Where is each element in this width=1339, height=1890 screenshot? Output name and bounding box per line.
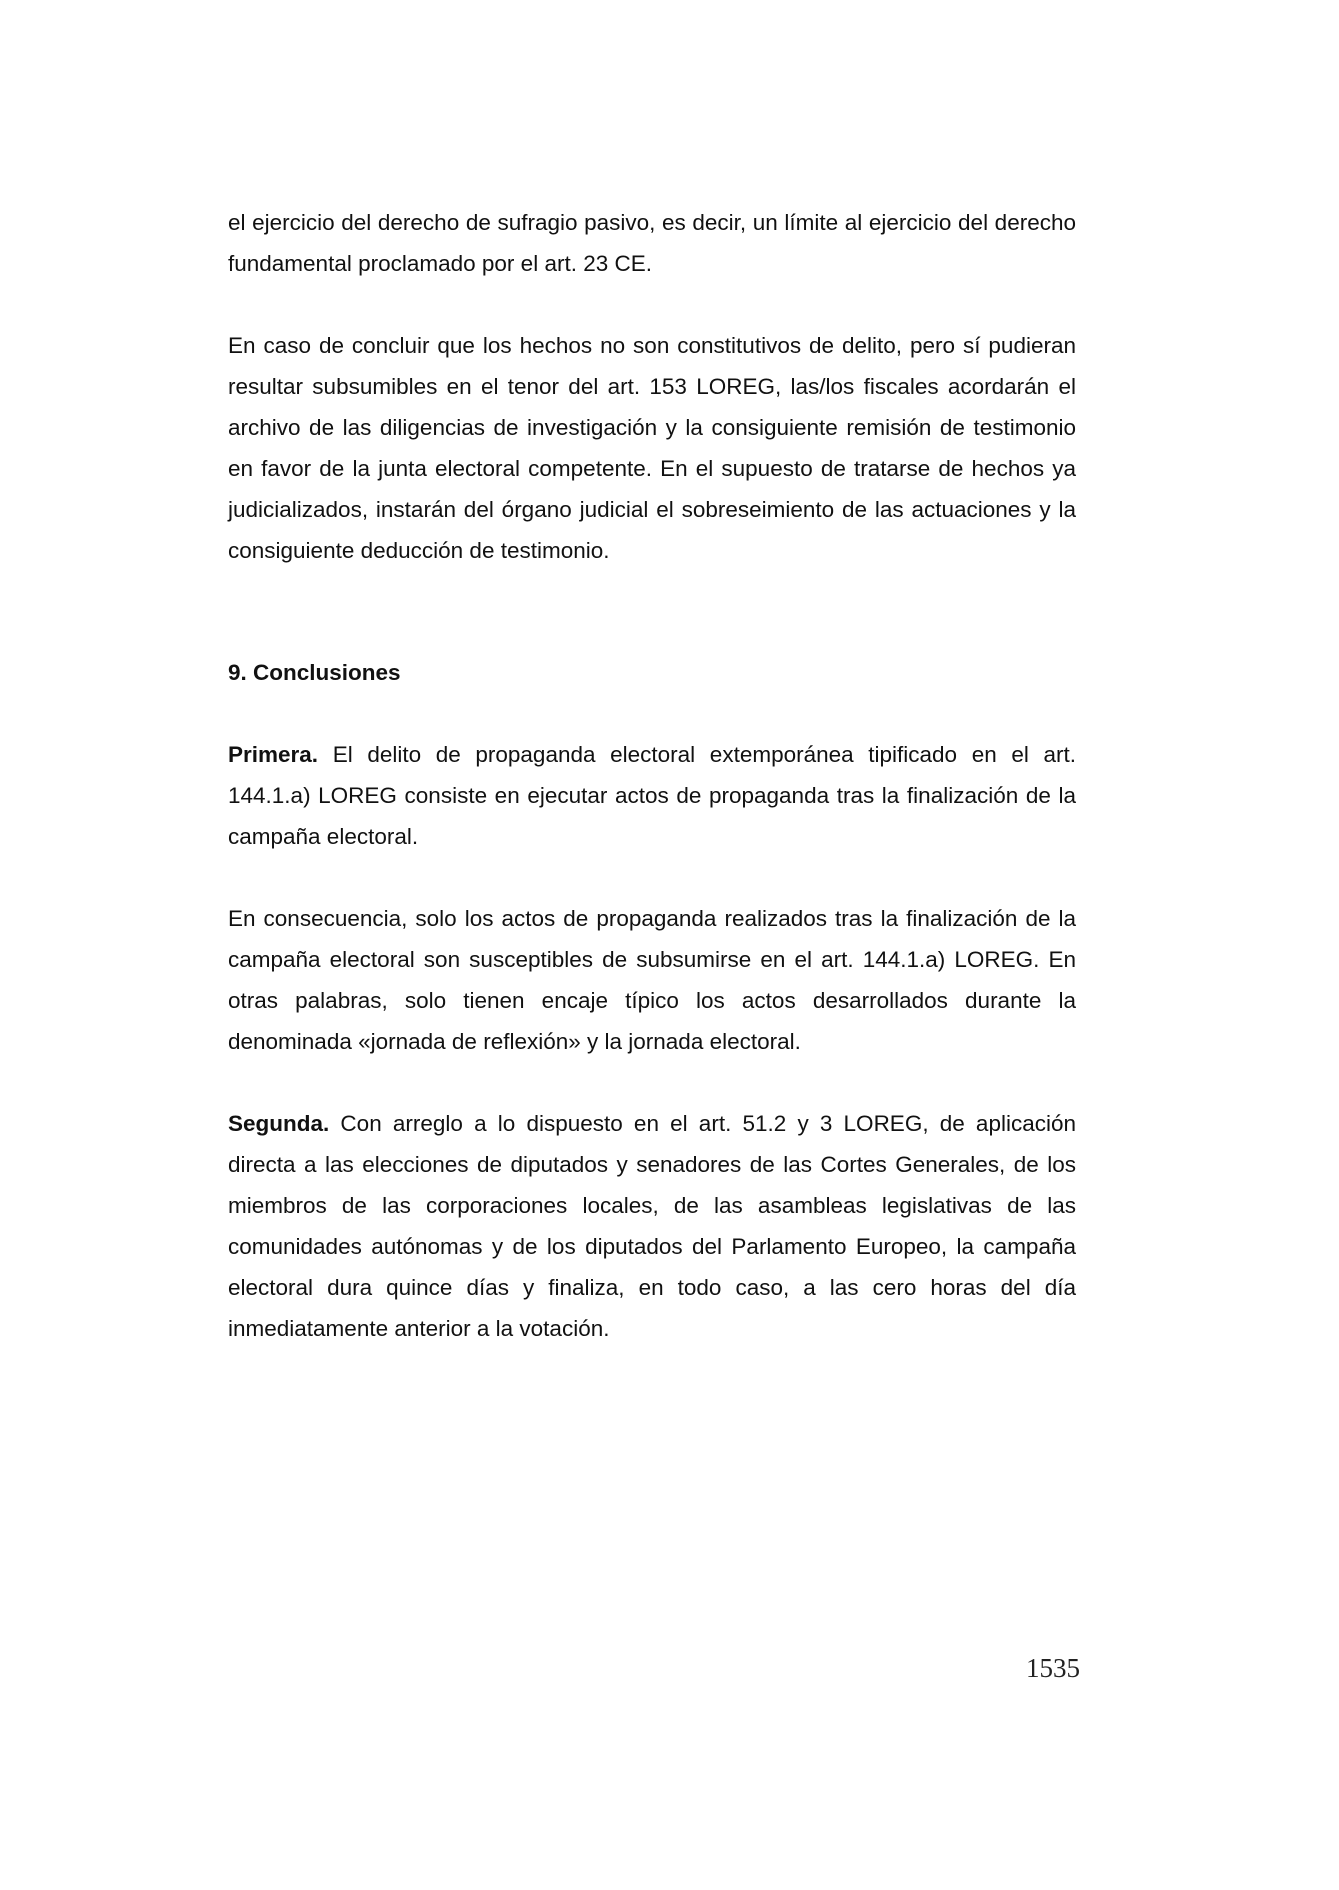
conclusion-text-segunda: Con arreglo a lo dispuesto en el art. 51.2 y 3 LOREG, de aplicación directa a las elecciones de diputados y senadores de las Cortes Generales, de los miembros de las corporaciones locales, de las asambleas legislativas de las comunidades autónomas y de los diputados del Parlamento Europeo, la campaña electoral dura quince días y finaliza, en todo caso, a las cero horas del día inmediatamente anterior a la votación.	[228, 1111, 1076, 1341]
page-body	[228, 202, 1076, 1349]
conclusion-consequence: En consecuencia, solo los actos de propaganda realizados tras la finalización de la campaña electoral son susceptibles de subsumirse en el art. 144.1.a) LOREG. En otras palabras, solo tienen encaje típico los actos desarrollados durante la denominada «jornada de reflexión» y la jornada electoral.	[228, 906, 1076, 1054]
paragraph-archive-procedure: En caso de concluir que los hechos no son constitutivos de delito, pero sí pudieran resultar subsumibles en el tenor del art. 153 LOREG, las/los fiscales acordarán el archivo de las diligencias de investigación y la consiguiente remisión de testimonio en favor de la junta electoral competente. En el supuesto de tratarse de hechos ya judicializados, instarán del órgano judicial el sobreseimiento de las actuaciones y la consiguiente deducción de testimonio.	[228, 333, 1076, 563]
conclusion-segunda	[228, 1103, 1076, 1349]
section-heading: 9. Conclusiones	[228, 660, 401, 685]
page-number: 1535	[1026, 1653, 1080, 1683]
conclusion-lead-segunda: Segunda.	[228, 1111, 330, 1136]
conclusion-text-primera: El delito de propaganda electoral extemporánea tipificado en el art. 144.1.a) LOREG consiste en ejecutar actos de propaganda tras la finalización de la campaña electoral.	[228, 742, 1076, 849]
conclusion-primera	[228, 734, 1076, 857]
paragraph-continuation: el ejercicio del derecho de sufragio pasivo, es decir, un límite al ejercicio del derecho fundamental proclamado por el art. 23 CE.	[228, 210, 1076, 276]
conclusion-lead-primera: Primera.	[228, 742, 319, 767]
